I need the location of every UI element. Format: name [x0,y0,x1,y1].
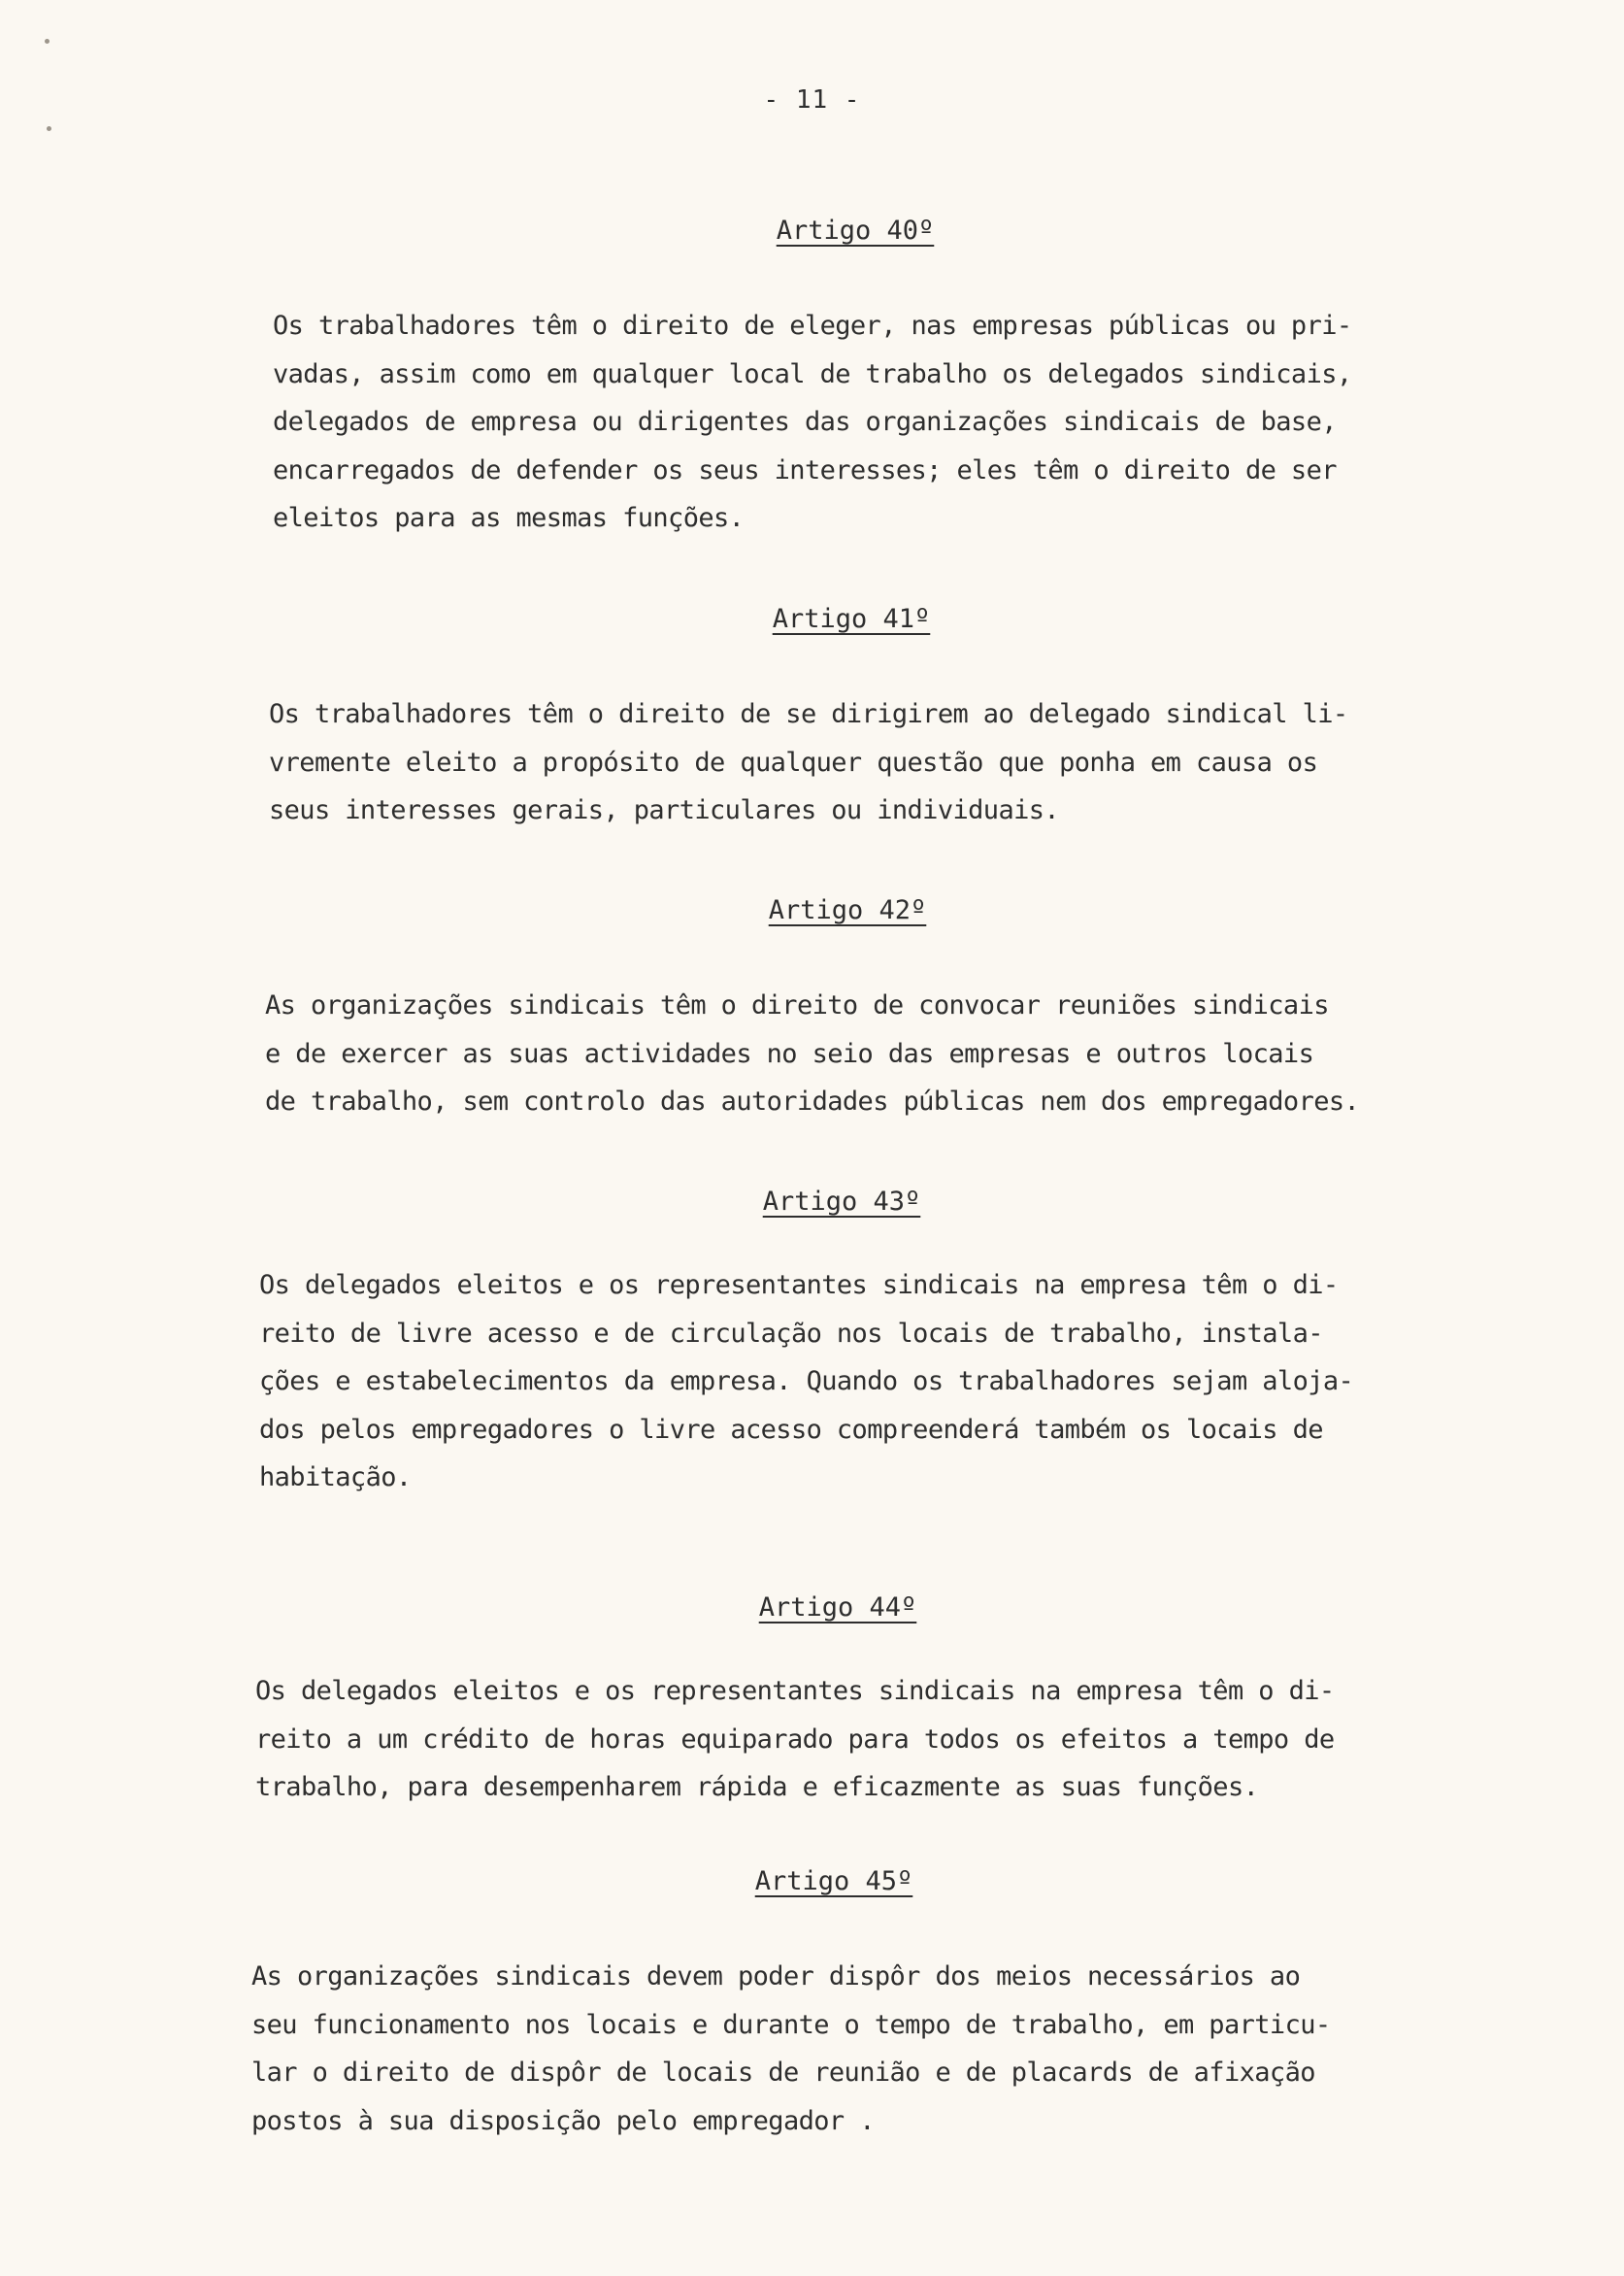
article-43 [259,1187,1414,1502]
page-number: - 11 - [763,85,861,115]
article-title: Artigo 41º [772,604,931,634]
text-line: lar o direito de dispôr de locais de reunião e de placards de afixação [251,2058,1315,2088]
text-line: e de exercer as suas actividades no seio das empresas e outros locais [265,1038,1314,1069]
text-line: eleitos para as mesmas funções. [273,503,745,533]
text-line: Os delegados eleitos e os representantes sindicais na empresa têm o di- [255,1676,1335,1706]
article-41 [269,604,1424,835]
article-40 [273,216,1428,543]
text-line: vremente eleito a propósito de qualquer questão que ponha em causa os [269,747,1318,778]
text-line: seu funcionamento nos locais e durante o tempo de trabalho, em particu- [251,2009,1331,2040]
text-line: encarregados de defender os seus interesses; eles têm o direito de ser [273,454,1337,485]
article-42 [265,895,1420,1126]
article-body [273,302,1428,543]
article-title: Artigo 42º [768,895,927,925]
article-title: Artigo 45º [754,1866,913,1896]
article-body [269,690,1424,835]
article-title: Artigo 43º [762,1187,921,1217]
text-line: Os delegados eleitos e os representantes sindicais na empresa têm o di- [259,1270,1339,1300]
text-line: As organizações sindicais têm o direito de convocar reuniões sindicais [265,990,1329,1021]
text-line: trabalho, para desempenharem rápida e eficazmente as suas funções. [255,1772,1259,1802]
text-line: de trabalho, sem controlo das autoridades públicas nem dos empregadores. [265,1087,1360,1117]
text-line: As organizações sindicais devem poder dispôr dos meios necessários ao [251,1961,1301,1992]
text-line: habitação. [259,1462,412,1492]
paper-speck [47,126,51,131]
paper-speck [45,39,50,44]
article-body [265,982,1420,1126]
article-title: Artigo 44º [758,1592,917,1623]
text-line: Os trabalhadores têm o direito de se dirigirem ao delegado sindical li- [269,699,1348,729]
article-body [251,1953,1407,2145]
article-45 [251,1866,1407,2145]
article-44 [255,1592,1410,1812]
text-line: dos pelos empregadores o livre acesso compreenderá também os locais de [259,1414,1323,1445]
text-line: delegados de empresa ou dirigentes das organizações sindicais de base, [273,407,1337,437]
text-line: seus interesses gerais, particulares ou individuais. [269,795,1060,825]
text-line: ções e estabelecimentos da empresa. Quando os trabalhadores sejam aloja- [259,1366,1354,1396]
article-body [259,1261,1414,1502]
text-line: Os trabalhadores têm o direito de eleger, nas empresas públicas ou pri- [273,311,1352,341]
article-body [255,1667,1410,1812]
text-line: postos à sua disposição pelo empregador . [251,2105,875,2136]
text-line: reito a um crédito de horas equiparado para todos os efeitos a tempo de [255,1724,1335,1755]
article-title: Artigo 40º [776,216,935,246]
text-line: reito de livre acesso e de circulação nos locais de trabalho, instala- [259,1318,1323,1349]
text-line: vadas, assim como em qualquer local de trabalho os delegados sindicais, [273,358,1352,389]
